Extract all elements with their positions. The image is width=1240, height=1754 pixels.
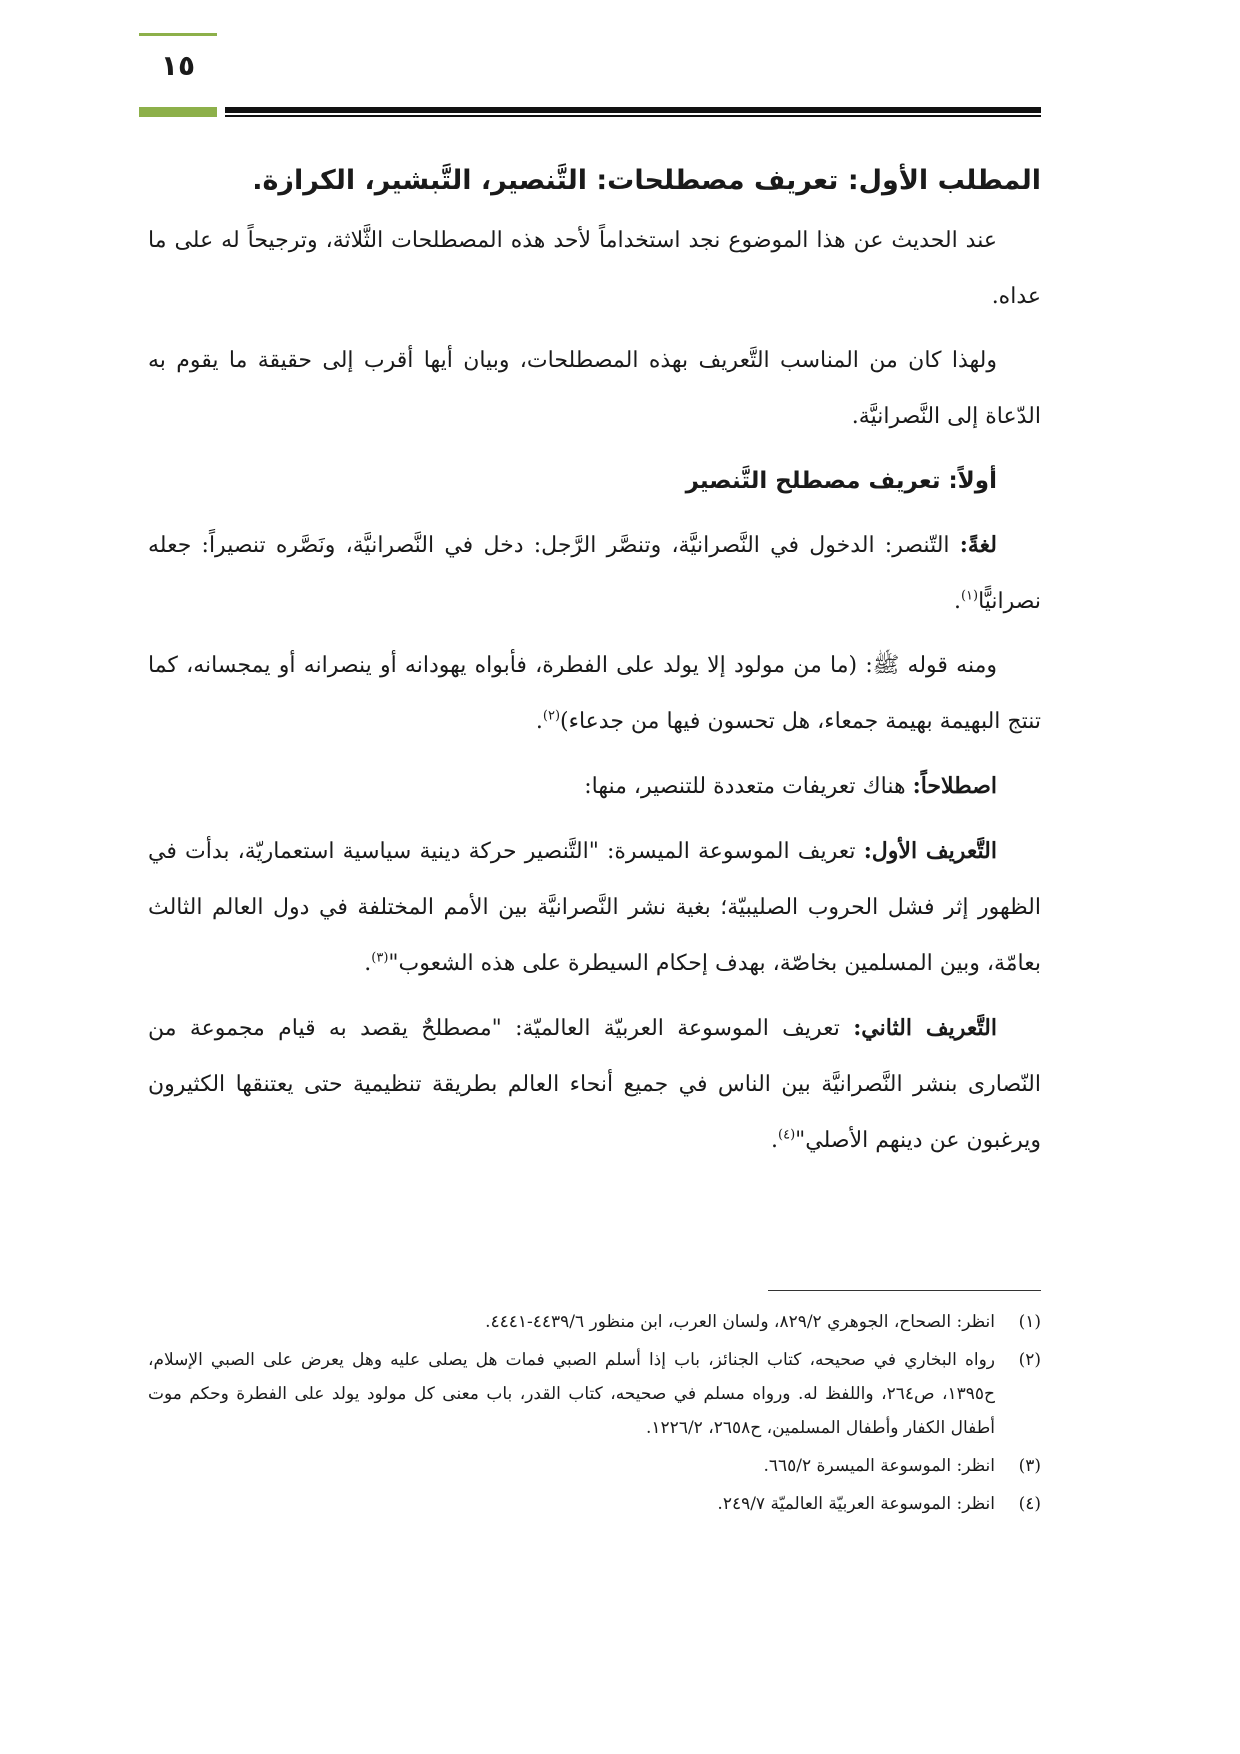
footnote-item: [148, 1343, 1041, 1445]
linguistic-definition: [148, 517, 1041, 630]
hadith-paragraph: [148, 638, 1041, 750]
header-rule-thin: [225, 115, 1041, 117]
footnote-separator: [768, 1290, 1041, 1291]
footnote-ref-1[interactable]: (١): [960, 588, 979, 604]
footnote-text: انظر: الموسوعة العربيّة العالميّة ٢٤٩/٧.: [717, 1494, 995, 1514]
definition-2-end: .: [771, 1128, 779, 1153]
definition-2: [148, 1000, 1041, 1169]
footnote-item: [148, 1449, 1041, 1483]
definition-2-lead: التَّعريف الثاني:: [853, 1015, 997, 1041]
terminological-intro: [148, 758, 1041, 815]
footnote-item: [148, 1487, 1041, 1521]
section-title: المطلب الأول: تعريف مصطلحات: التَّنصير، التَّبشير، الكرازة.: [252, 165, 1041, 196]
intro-paragraph-2: ولهذا كان من المناسب التَّعريف بهذه المصطلحات، وبيان أيها أقرب إلى حقيقة ما يقوم به الدّعاة إلى النَّصرانيَّة.: [148, 348, 1041, 429]
footnote-number: (٢): [1018, 1350, 1041, 1370]
footnote-number: (٤): [1018, 1494, 1041, 1514]
footnote-text: رواه البخاري في صحيحه، كتاب الجنائز، باب إذا أسلم الصبي فمات هل يصلى عليه وهل يعرض على الصبي الإسلام، ح١٣٩٥، ص٢٦٤، واللفظ له. ورواه مسلم في صحيحه، كتاب القدر، باب معنى كل مولود يولد على الفطرة وحكم موت أطفال الكفار وأطفال المسلمين، ح٢٦٥٨، ١٢٢٦/٢.: [148, 1350, 995, 1438]
terminological-lead: اصطلاحاً:: [912, 773, 997, 799]
footnote-number: (٣): [1018, 1456, 1041, 1476]
first-heading: أولاً: تعريف مصطلح التَّنصير: [685, 468, 997, 494]
definition-1-lead: التَّعريف الأول:: [863, 838, 997, 864]
main-content: [148, 155, 1041, 1177]
terminological-text: هناك تعريفات متعددة للتنصير، منها:: [584, 774, 913, 799]
definition-1: [148, 823, 1041, 992]
footnote-item: [148, 1305, 1041, 1339]
page-number: ١٥: [160, 49, 196, 82]
footnotes: [148, 1305, 1041, 1525]
footnote-ref-4[interactable]: (٤): [778, 1127, 796, 1143]
footnote-text: انظر: الصحاح، الجوهري ٨٢٩/٢، ولسان العرب، ابن منظور ٤٤٣٩/٦-٤٤٤١.: [485, 1312, 995, 1332]
page-number-top-rule: [139, 33, 217, 36]
hadith-text: ومنه قوله ﷺ: (ما من مولود إلا يولد على الفطرة، فأبواه يهودانه أو ينصرانه أو يمجسانه، كما تنتج البهيمة بهيمة جمعاء، هل تحسون فيها من جدعاء): [148, 653, 1041, 734]
linguistic-lead: لغةً:: [959, 532, 997, 558]
definition-2-text: تعريف الموسوعة العربيّة العالميّة: "مصطلحٌ يقصد به قيام مجموعة من النّصارى بنشر النَّصرانيَّة بين الناس في جميع أنحاء العالم بطريقة تنظيمية حتى يعتنقها الكثيرون ويرغبون عن دينهم الأصلي": [148, 1016, 1041, 1153]
footnote-text: انظر: الموسوعة الميسرة ٦٦٥/٢.: [763, 1456, 995, 1476]
linguistic-end: .: [953, 589, 961, 614]
definition-1-end: .: [364, 951, 372, 976]
header-rule: [225, 107, 1041, 113]
linguistic-text: التّنصر: الدخول في النَّصرانيَّة، وتنصَّر الرَّجل: دخل في النَّصرانيَّة، ونَصَّره تنصيراً: جعله نصرانيًّا: [148, 533, 1041, 614]
footnote-ref-3[interactable]: (٣): [371, 950, 389, 966]
intro-paragraph: عند الحديث عن هذا الموضوع نجد استخداماً لأحد هذه المصطلحات الثَّلاثة، وترجيحاً له على ما عداه.: [148, 228, 1041, 309]
footnote-number: (١): [1018, 1312, 1041, 1332]
hadith-end: .: [535, 709, 543, 734]
footnote-ref-2[interactable]: (٢): [542, 708, 561, 724]
header-accent-bar: [139, 107, 217, 117]
definition-1-text: تعريف الموسوعة الميسرة: "التَّنصير حركة دينية سياسية استعماريّة، بدأت في الظهور إثر فشل الحروب الصليبيّة؛ بغية نشر النَّصرانيَّة بين الأمم المختلفة في دول العالم الثالث بعامّة، وبين المسلمين بخاصّة، بهدف إحكام السيطرة على هذه الشعوب": [148, 839, 1041, 976]
